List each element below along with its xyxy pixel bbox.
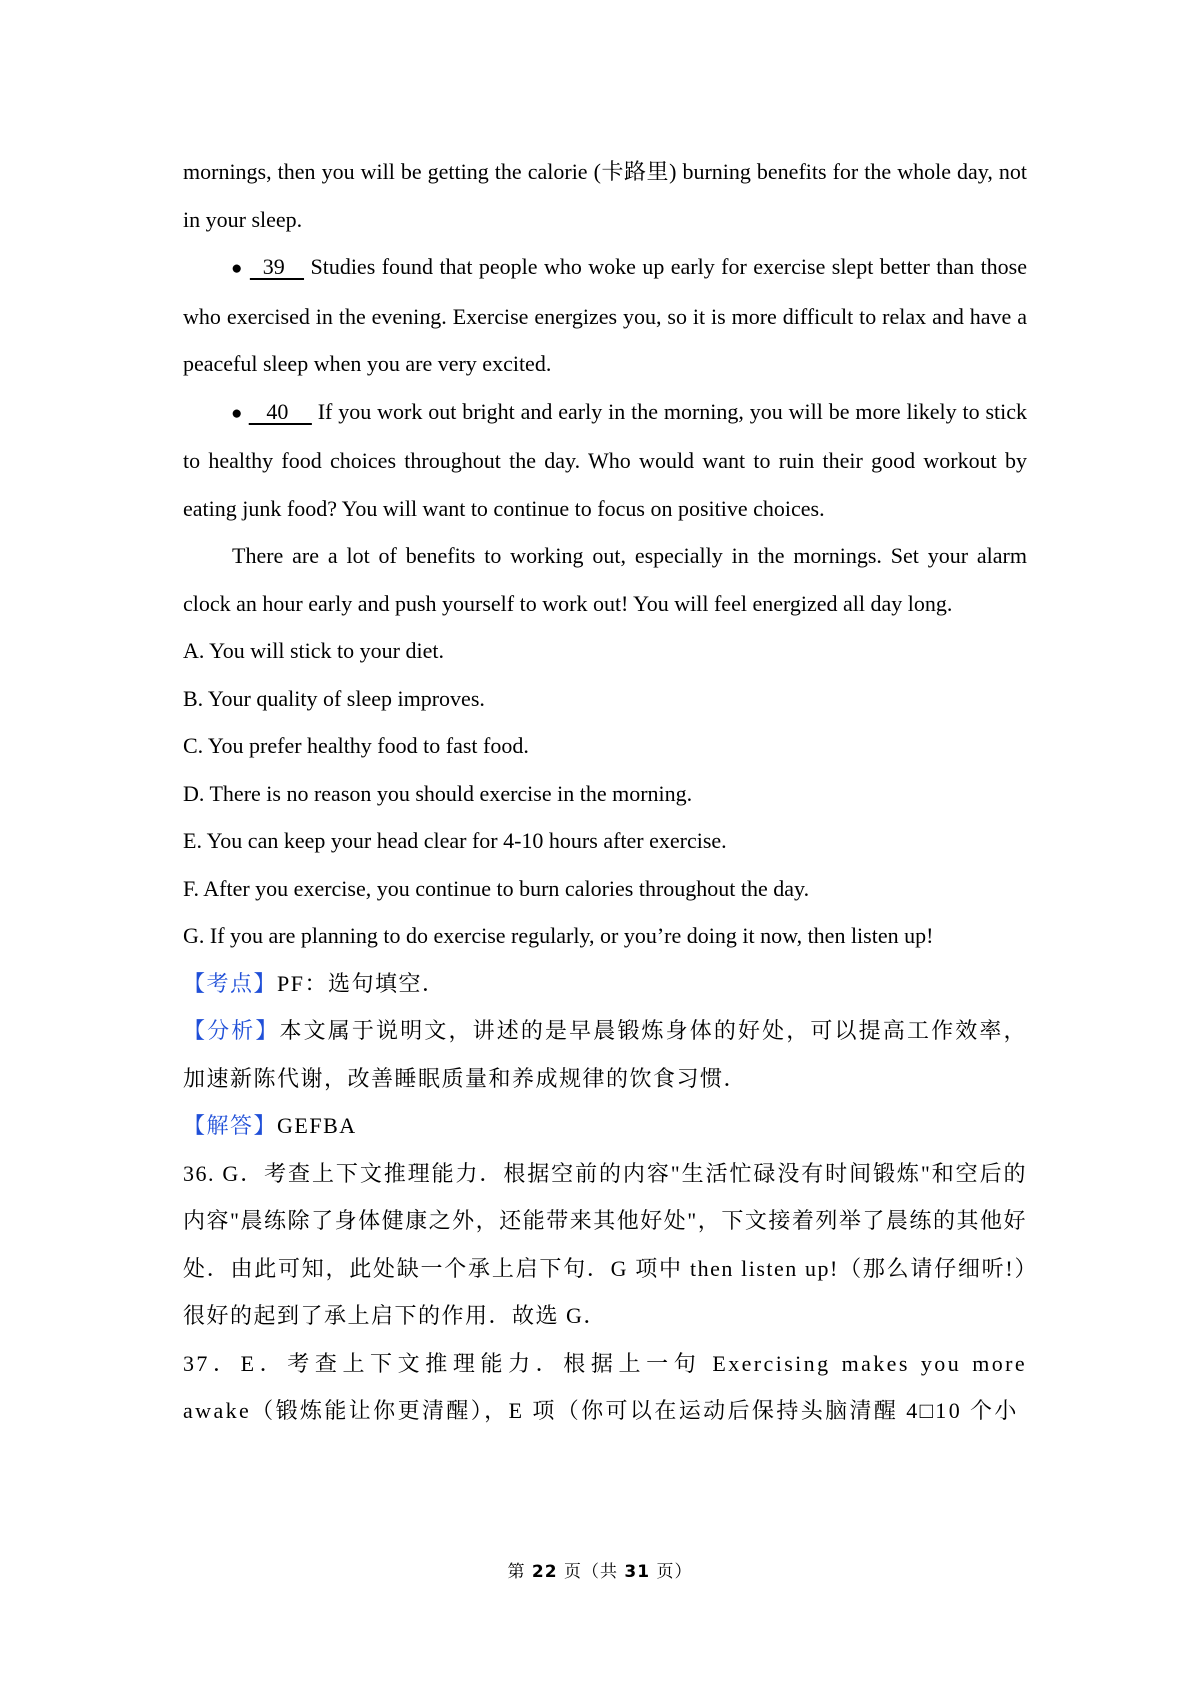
kaodian-line [183, 960, 1027, 1008]
bullet-icon: ● [231, 402, 243, 424]
option-c: C. You prefer healthy food to fast food. [183, 733, 529, 758]
bullet-icon: ● [231, 258, 244, 279]
footer-prefix: 第 [507, 1562, 532, 1582]
blank-40: 40 [248, 398, 312, 424]
explanation-36: 36. G．考查上下文推理能力．根据空前的内容"生活忙碌没有时间锻炼"和空后的内容"晨练除了身体健康之外，还能带来其他好处"，下文接着列举了晨练的其他好处．由此可知，此处缺一个承上启下句．G 项中 then listen up!（那么请仔细听!）很好的起到了承上启下的作用．故选 G． [183, 1160, 1027, 1328]
jieda-tag: 【解答】 [183, 1113, 278, 1138]
item-40-paragraph [183, 388, 1027, 533]
intro-paragraph: mornings, then you will be getting the calorie (卡路里) burning benefits for the whole day, not in your sleep. [183, 159, 1027, 232]
document-body [183, 148, 1027, 1435]
fenxi-tag: 【分析】 [183, 1018, 280, 1043]
option-d: D. There is no reason you should exercise in the morning. [183, 780, 693, 806]
blank-39: 39 [249, 254, 305, 279]
kaodian-text: PF：选句填空． [277, 970, 446, 996]
option-a: A. You will stick to your diet. [183, 638, 444, 663]
jieda-line [183, 1102, 1027, 1150]
item-39-paragraph [183, 243, 1027, 388]
fenxi-text: 本文属于说明文，讲述的是早晨锻炼身体的好处，可以提高工作效率，加速新陈代谢，改善睡眠质量和养成规律的饮食习惯． [183, 1018, 1027, 1091]
footer-middle: 页（共 [557, 1562, 625, 1582]
item-40-text: If you work out bright and early in the morning, you will be more likely to stick to healthy food choices throughout the day. Who would want to ruin their good workout by eating junk food? You will want to continue to focus on positive choices. [183, 398, 1027, 521]
kaodian-tag: 【考点】 [183, 970, 278, 996]
footer-suffix: 页） [650, 1562, 693, 1582]
option-e: E. You can keep your head clear for 4-10 hours after exercise. [183, 828, 727, 853]
closing-paragraph: There are a lot of benefits to working out, especially in the mornings. Set your alarm clock an hour early and push yourself to work out! You will feel energized all day long. [183, 543, 1027, 616]
explanation-37: 37．E．考查上下文推理能力．根据上一句 Exercising makes you more awake（锻炼能让你更清醒），E 项（你可以在运动后保持头脑清醒 4□10 个小 [183, 1350, 1027, 1423]
page-number: 22 [531, 1562, 558, 1582]
option-g: G. If you are planning to do exercise regularly, or you’re doing it now, then listen up! [183, 923, 934, 948]
option-f: F. After you exercise, you continue to burn calories throughout the day. [183, 875, 810, 901]
item-39-text: Studies found that people who woke up early for exercise slept better than those who exercised in the evening. Exercise energizes you, so it is more difficult to relax and have a peaceful sleep when you are very excited. [183, 254, 1028, 376]
jieda-text: GEFBA [277, 1113, 357, 1138]
total-pages: 31 [624, 1562, 651, 1582]
page-footer [0, 1557, 1200, 1582]
fenxi-line [183, 1007, 1027, 1102]
option-b: B. Your quality of sleep improves. [183, 685, 485, 711]
